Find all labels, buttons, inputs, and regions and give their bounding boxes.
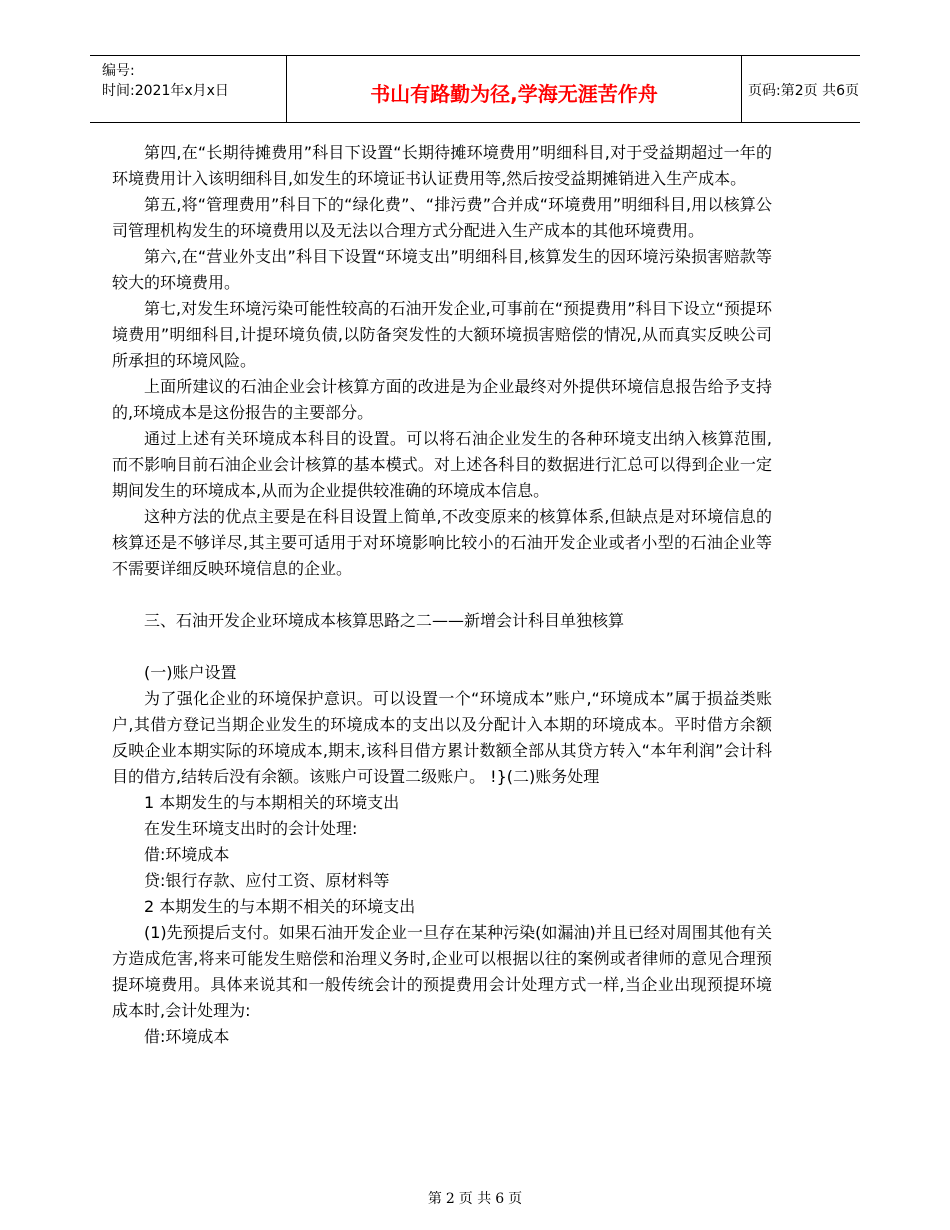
footer-current-page: 2 (445, 1191, 455, 1207)
header-center-cell (286, 56, 742, 122)
paragraph: 在发生环境支出时的会计处理: (144, 819, 358, 838)
paragraph: 借:环境成本 (144, 1027, 230, 1046)
paragraph: 第四,在“长期待摊费用”科目下设置“长期待摊环境费用”明细科目,对于受益期超过一年的环境费用计入该明细科目,如发生的环境证书认证费用等,然后按受益期摊销进入生产成本。 (112, 143, 772, 188)
paragraph: 上面所建议的石油企业会计核算方面的改进是为企业最终对外提供环境信息报告给予支持的,环境成本是这份报告的主要部分。 (112, 377, 772, 422)
paragraph: 借:环境成本 (144, 845, 230, 864)
footer-mid: 页 共 (458, 1191, 492, 1207)
number-label: 编号: (102, 63, 135, 79)
footer-prefix: 第 (427, 1191, 442, 1207)
time-label: 时间:2021年x月x日 (102, 83, 229, 99)
header-right-cell (740, 56, 860, 122)
paragraph: 为了强化企业的环境保护意识。可以设置一个“环境成本”账户,“环境成本”属于损益类账户,其借方登记当期企业发生的环境成本的支出以及分配计入本期的环境成本。平时借方余额反映企业本期实际的环境成本,期末,该科目借方累计数额全部从其贷方转入“本年利润”会计科目的借方,结转后没有余额。该账户可设置二级账户。 !}(二)账务处理 (112, 689, 772, 786)
paragraph: 第七,对发生环境污染可能性较高的石油开发企业,可事前在“预提费用”科目下设立“预提环境费用”明细科目,计提环境负债,以防备突发性的大额环境损害赔偿的情况,从而真实反映公司所承担的环境风险。 (112, 299, 772, 370)
paragraph: 贷:银行存款、应付工资、原材料等 (144, 871, 390, 890)
paragraph: 这种方法的优点主要是在科目设置上简单,不改变原来的核算体系,但缺点是对环境信息的核算还是不够详尽,其主要可适用于对环境影响比较小的石油开发企业或者小型的石油企业等不需要详细反映环境信息的企业。 (112, 507, 772, 578)
paragraph: 2 本期发生的与本期不相关的环境支出 (144, 897, 416, 916)
section-heading: 三、石油开发企业环境成本核算思路之二——新增会计科目单独核算 (144, 611, 625, 630)
header-motto: 书山有路勤为径,学海无涯苦作舟 (370, 82, 658, 106)
page-footer (0, 1188, 950, 1208)
paragraph: (1)先预提后支付。如果石油开发企业一旦存在某种污染(如漏油)并且已经对周围其他有关方造成危害,将来可能发生赔偿和治理义务时,企业可以根据以往的案例或者律师的意见合理预提环境费用。具体来说其和一般传统会计的预提费用会计处理方式一样,当企业出现预提环境成本时,会计处理为: (112, 923, 772, 1020)
page-info: 页码:第2页 共6页 (748, 83, 859, 99)
paragraph: 第六,在“营业外支出”科目下设置“环境支出”明细科目,核算发生的因环境污染损害赔款等较大的环境费用。 (112, 247, 772, 292)
subsection-heading: (一)账户设置 (144, 663, 237, 682)
footer-total-pages: 6 (495, 1191, 505, 1207)
footer-suffix: 页 (508, 1191, 523, 1207)
header-left-cell (90, 56, 286, 122)
paragraph: 第五,将“管理费用”科目下的“绿化费”、“排污费”合并成“环境费用”明细科目,用以核算公司管理机构发生的环境费用以及无法以合理方式分配进入生产成本的其他环境费用。 (112, 195, 772, 240)
document-body (112, 140, 772, 1050)
page-header (90, 55, 860, 123)
paragraph: 1 本期发生的与本期相关的环境支出 (144, 793, 400, 812)
paragraph: 通过上述有关环境成本科目的设置。可以将石油企业发生的各种环境支出纳入核算范围,而不影响目前石油企业会计核算的基本模式。对上述各科目的数据进行汇总可以得到企业一定期间发生的环境成本,从而为企业提供较准确的环境成本信息。 (112, 429, 772, 500)
